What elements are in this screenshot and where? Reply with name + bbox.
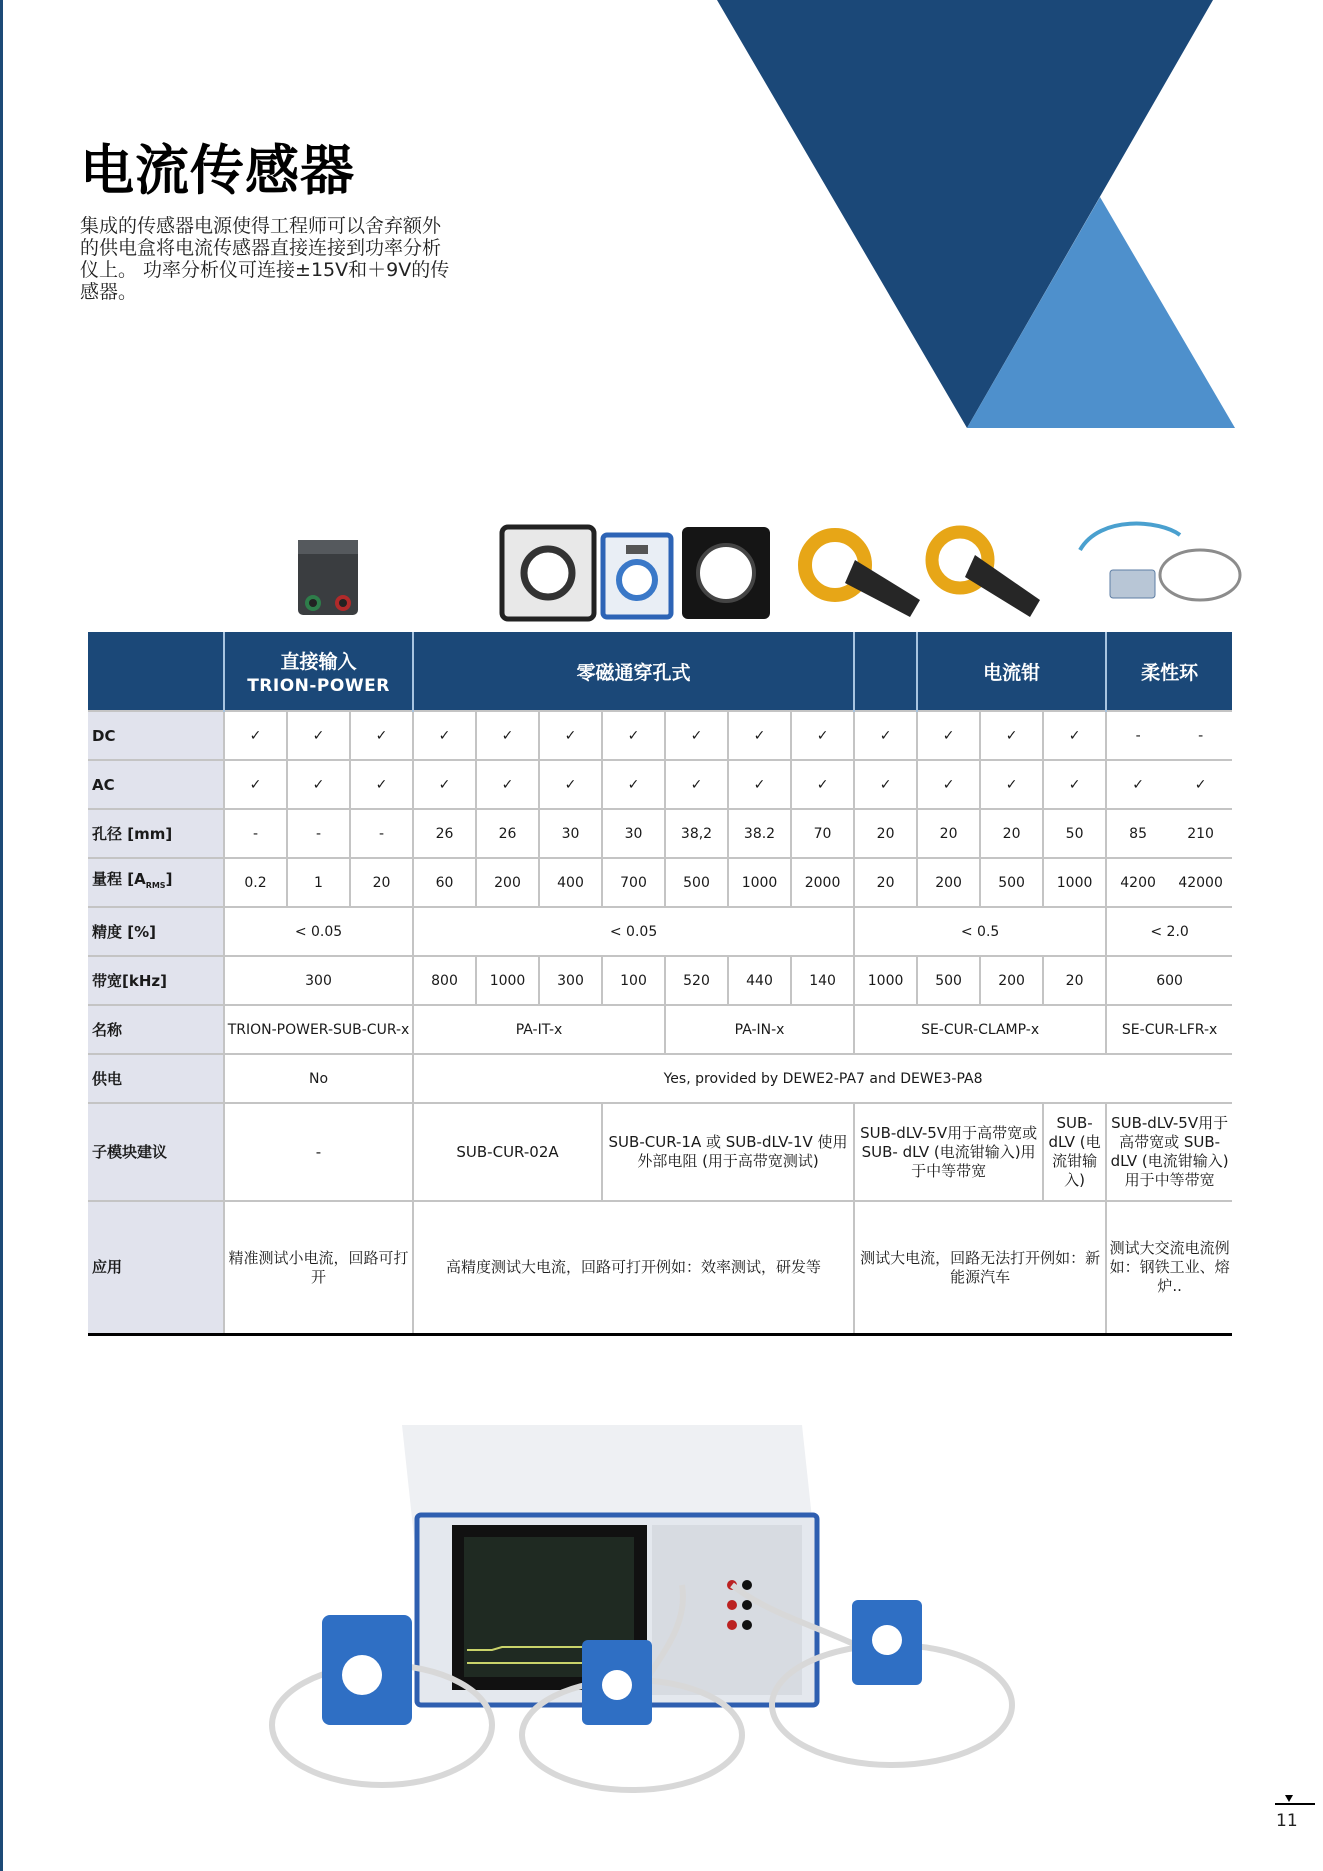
dc-cell: ✓ [350,711,413,760]
page-footer [1275,1795,1323,1831]
dc-cell: ✓ [287,711,350,760]
dc-cell: ✓ [980,711,1043,760]
ac-cell: ✓ [917,760,980,809]
ac-cell: ✓ [413,760,476,809]
row-label: 带宽[kHz] [88,956,224,1005]
ac-cell: ✓ [539,760,602,809]
range-cell: 1000 [728,858,791,907]
table-row-bandwidth [88,956,1232,1005]
name-cell: PA-IN-x [665,1005,854,1054]
range-cell: 500 [980,858,1043,907]
header-label-cell [88,632,224,711]
accuracy-cell: < 0.05 [224,907,413,956]
dc-cell: - [1106,711,1169,760]
row-label: 应用 [88,1201,224,1335]
bandwidth-cell: 1000 [854,956,917,1005]
power-cell: No [224,1054,413,1103]
aperture-cell: 20 [980,809,1043,858]
name-cell: SE-CUR-LFR-x [1106,1005,1232,1054]
bandwidth-cell: 440 [728,956,791,1005]
table-row-aperture [88,809,1232,858]
submodule-cell: SUB-dLV-5V用于高带宽或 SUB- dLV (电流钳输入)用于中等带宽 [854,1103,1043,1201]
dc-cell: ✓ [917,711,980,760]
ac-cell: ✓ [1043,760,1106,809]
range-cell: 20 [854,858,917,907]
row-label: 名称 [88,1005,224,1054]
bandwidth-cell: 140 [791,956,854,1005]
range-cell: 1000 [1043,858,1106,907]
aperture-cell: 26 [413,809,476,858]
light-blue-triangle [967,197,1235,428]
ac-cell: ✓ [476,760,539,809]
row-label: DC [88,711,224,760]
aperture-cell: 38.2 [728,809,791,858]
page-title: 电流传感器 [80,139,355,202]
submodule-cell: SUB-dLV-5V用于高带宽或 SUB- dLV (电流钳输入) 用于中等带宽 [1106,1103,1232,1201]
page-number: 11 [1276,1811,1298,1831]
submodule-cell: SUB-CUR-1A 或 SUB-dLV-1V 使用外部电阻 (用于高带宽测试) [602,1103,854,1201]
dc-cell: ✓ [476,711,539,760]
submodule-cell: SUB-CUR-02A [413,1103,602,1201]
aperture-cell: 85 [1106,809,1169,858]
current-clamp-photo-2 [932,532,1040,617]
application-cell: 测试大交流电流例如：钢铁工业、熔炉.. [1106,1201,1232,1335]
table-row-dc [88,711,1232,760]
row-label [88,858,224,907]
aperture-cell: - [350,809,413,858]
dc-cell: ✓ [665,711,728,760]
flexible-coil-photo [1080,524,1240,600]
bandwidth-cell: 1000 [476,956,539,1005]
bandwidth-cell: 20 [1043,956,1106,1005]
table-row-submodule [88,1103,1232,1201]
range-cell: 1 [287,858,350,907]
aperture-cell: 38,2 [665,809,728,858]
ac-cell: ✓ [728,760,791,809]
dc-cell: ✓ [413,711,476,760]
table-row-ac [88,760,1232,809]
bandwidth-cell: 600 [1106,956,1232,1005]
row-label: 孔径 [mm] [88,809,224,858]
table-row-name [88,1005,1232,1054]
dc-cell: ✓ [791,711,854,760]
aperture-cell: 26 [476,809,539,858]
page-edge-bar [0,0,3,1871]
range-label-end: ] [165,870,173,888]
bandwidth-cell: 300 [539,956,602,1005]
ac-cell: ✓ [665,760,728,809]
range-cell: 500 [665,858,728,907]
aperture-cell: 20 [854,809,917,858]
table-row-accuracy [88,907,1232,956]
product-photo-strip [280,505,1250,625]
dc-cell: ✓ [224,711,287,760]
ac-cell: ✓ [287,760,350,809]
bandwidth-cell: 500 [917,956,980,1005]
aperture-cell: 70 [791,809,854,858]
aperture-cell: - [287,809,350,858]
group-zero-flux: 零磁通穿孔式 [413,632,854,711]
pa-it-blue-sensor-photo [603,535,671,617]
range-label-subscript: RMS [145,881,166,890]
range-cell: 700 [602,858,665,907]
accuracy-cell: < 0.05 [413,907,854,956]
accuracy-cell: < 0.5 [854,907,1106,956]
pa-in-sensor-photo [682,527,770,619]
page-footer-rule [1275,1803,1315,1805]
range-cell: 4200 [1106,858,1169,907]
ac-cell: ✓ [980,760,1043,809]
name-cell: PA-IT-x [413,1005,665,1054]
submodule-cell: - [224,1103,413,1201]
accuracy-cell: < 2.0 [1106,907,1232,956]
ac-cell: ✓ [854,760,917,809]
current-sensor-spec-table [88,632,1232,1336]
page-marker-icon [1285,1795,1293,1802]
dc-cell: ✓ [539,711,602,760]
current-clamp-photo-1 [805,535,920,617]
row-label: 精度 [%] [88,907,224,956]
range-cell: 2000 [791,858,854,907]
dc-cell: ✓ [728,711,791,760]
ac-cell: ✓ [1169,760,1232,809]
ac-cell: ✓ [602,760,665,809]
trion-power-sub-cur-module-photo [298,540,358,615]
power-cell: Yes, provided by DEWE2-PA7 and DEWE3-PA8 [413,1054,1232,1103]
dc-cell: - [1169,711,1232,760]
table-row-application [88,1201,1232,1335]
range-cell: 200 [917,858,980,907]
group-flexible-ring: 柔性环 [1106,632,1232,711]
name-cell: TRION-POWER-SUB-CUR-x [224,1005,413,1054]
dc-cell: ✓ [602,711,665,760]
pa-it-sensor-photo [502,527,594,619]
dc-cell: ✓ [1043,711,1106,760]
bandwidth-cell: 200 [980,956,1043,1005]
group-subtitle: TRION-POWER [247,675,390,696]
ac-cell: ✓ [791,760,854,809]
ac-cell: ✓ [1106,760,1169,809]
group-current-clamp: 电流钳 [917,632,1106,711]
group-blank [854,632,917,711]
table-row-range [88,858,1232,907]
range-cell: 60 [413,858,476,907]
submodule-cell: SUB- dLV (电流钳输入) [1043,1103,1106,1201]
row-label: 供电 [88,1054,224,1103]
table-row-power [88,1054,1232,1103]
aperture-cell: 30 [602,809,665,858]
aperture-cell: - [224,809,287,858]
range-label-text: 量程 [A [92,870,146,888]
intro-paragraph: 集成的传感器电源使得工程师可以舍弃额外的供电盒将电流传感器直接连接到功率分析仪上。 功率分析仪可连接±15V和＋9V的传感器。 [80,215,450,303]
group-title: 直接输入 [280,650,357,673]
aperture-cell: 30 [539,809,602,858]
bandwidth-cell: 520 [665,956,728,1005]
row-label: 子模块建议 [88,1103,224,1201]
bandwidth-cell: 800 [413,956,476,1005]
range-cell: 42000 [1169,858,1232,907]
aperture-cell: 210 [1169,809,1232,858]
aperture-cell: 20 [917,809,980,858]
dc-cell: ✓ [854,711,917,760]
ac-cell: ✓ [350,760,413,809]
power-analyzer-photo [262,1385,1122,1815]
range-cell: 200 [476,858,539,907]
ac-cell: ✓ [224,760,287,809]
application-cell: 测试大电流，回路无法打开例如：新能源汽车 [854,1201,1106,1335]
aperture-cell: 50 [1043,809,1106,858]
range-cell: 20 [350,858,413,907]
row-label: AC [88,760,224,809]
application-cell: 精准测试小电流，回路可打开 [224,1201,413,1335]
application-cell: 高精度测试大电流，回路可打开例如：效率测试，研发等 [413,1201,854,1335]
range-cell: 400 [539,858,602,907]
range-cell: 0.2 [224,858,287,907]
bandwidth-cell: 300 [224,956,413,1005]
table-header-row [88,632,1232,711]
name-cell: SE-CUR-CLAMP-x [854,1005,1106,1054]
group-direct-input [224,632,413,711]
bandwidth-cell: 100 [602,956,665,1005]
dark-blue-triangle [717,0,1213,428]
